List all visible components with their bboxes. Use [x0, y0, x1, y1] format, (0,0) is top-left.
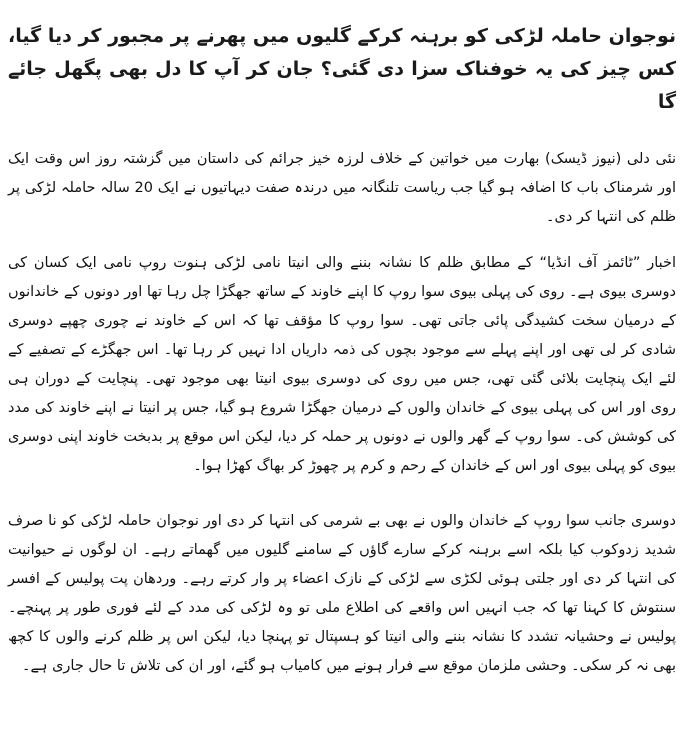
article-paragraph-intro: نئی دلی (نیوز ڈیسک) بھارت میں خواتین کے خلاف لرزہ خیز جرائم کی داستان میں گزشتہ روز اس وقت ایک اور شرمناک باب کا اضافہ ہو گیا جب ریاست تلنگانہ میں درندہ صفت دیہاتیوں نے ایک 20 سالہ حاملہ لڑکی پر ظلم کی انتہا کر دی۔	[8, 151, 676, 225]
article-paragraph-assault: دوسری جانب سوا روپ کے خاندان والوں نے بھی بے شرمی کی انتہا کر دی اور نوجوان حاملہ لڑکی کو نا صرف شدید زدوکوب کیا بلکہ اسے برہنہ کرکے سارے گاؤں کے سامنے گلیوں میں گھماتے رہے۔ ان لوگوں نے حیوانیت کی انتہا کر دی اور جلتی ہوئی لکڑی سے لڑکی کے نازک اعضاء پر وار کرتے رہے۔ وردھان پت پولیس کے افسر سنتوش کا کہنا تھا کہ جب انہیں اس واقعے کی اطلاع ملی تو وہ لڑکی کی مدد کے لئے فوری طور پر پہنچے۔ پولیس نے وحشیانہ تشدد کا نشانہ بننے والی انیتا کو ہسپتال تو پہنچا دیا، لیکن اس پر ظلم کرنے والوں کا کچھ بھی نہ کر سکی۔ وحشی ملزمان موقع سے فرار ہونے میں کامیاب ہو گئے، اور ان کی تلاش تا حال جاری ہے۔	[8, 513, 676, 674]
news-article	[8, 0, 676, 681]
article-paragraph-background: اخبار ”ٹائمز آف انڈیا“ کے مطابق ظلم کا نشانہ بننے والی انیتا نامی لڑکی ہنوت روپ نامی ایک کسان کی دوسری بیوی ہے۔ روی کی پہلی بیوی سوا روپ کا اپنے خاوند کے ساتھ جھگڑا چل رہا تھا اور دونوں کے خاندانوں کے درمیان سخت کشیدگی پائی جاتی تھی۔ سوا روپ کا مؤقف تھا کہ اس کے خاوند نے چوری چھپے دوسری شادی کر لی تھی اور اپنے پہلے سے موجود بچوں کی ذمہ داریاں ادا نہیں کر رہا تھا۔ اس جھگڑے کے تصفیے کے لئے ایک پنچایت بلائی گئی تھی، جس میں روی کی دوسری بیوی انیتا بھی موجود تھی۔ پنچایت کے دوران ہی روی اور اس کی پہلی بیوی کے خاندان والوں کے درمیان جھگڑا شروع ہو گیا، جس پر انیتا نے اپنے خاوند کی مدد کی کوشش کی۔ سوا روپ کے گھر والوں نے دونوں پر حملہ کر دیا، لیکن اس موقع پر بدبخت خاوند اپنی دوسری بیوی کو پہلی بیوی اور اس کے خاندان کے رحم و کرم پر چھوڑ کر بھاگ کھڑا ہوا۔	[8, 255, 676, 474]
article-headline: نوجوان حاملہ لڑکی کو برہنہ کرکے گلیوں میں پھرنے پر مجبور کر دیا گیا، کس چیز کی یہ خوفناک سزا دی گئی؟ جان کر آپ کا دل بھی پگھل جائے گا	[8, 25, 676, 113]
